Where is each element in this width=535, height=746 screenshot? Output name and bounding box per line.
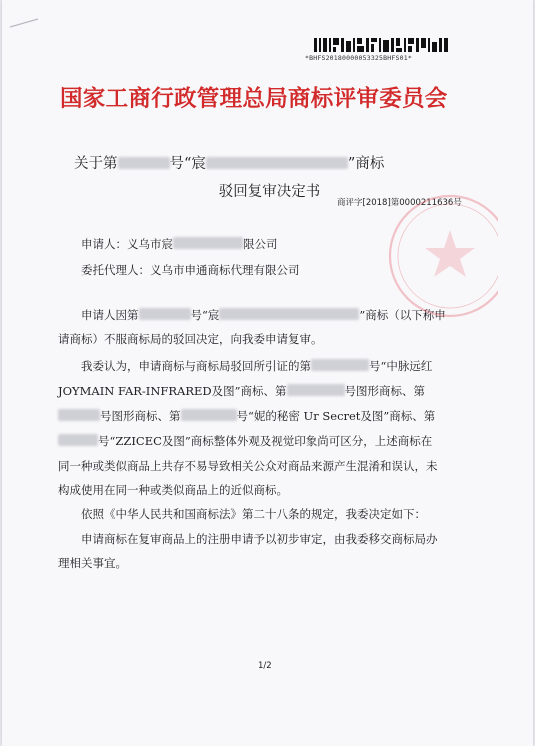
applicant-line <box>81 236 278 252</box>
redacted-registration-number <box>311 359 369 371</box>
agent-name: 义乌市申通商标代理有限公司 <box>150 263 300 277</box>
body-line <box>58 408 435 424</box>
title-prefix: 关于第 <box>74 156 118 172</box>
redacted-registration-number <box>139 308 191 320</box>
decision-title-line2: 驳回复审决定书 <box>218 184 321 200</box>
page-number: 1/2 <box>258 661 272 671</box>
body-line <box>81 307 446 323</box>
body-line <box>81 358 432 374</box>
body-line: 同一种或类似商品上共存不易导致相关公众对商品来源产生混淆和误认，未 <box>58 459 438 473</box>
document-number: 商评字[2018]第0000211636号 <box>337 198 462 208</box>
applicant-label: 申请人： <box>81 237 127 251</box>
body-text: 号“宸 <box>190 308 220 322</box>
body-line: 请商标）不服商标局的驳回决定，向我委申请复审。 <box>58 332 323 346</box>
barcode <box>314 38 448 52</box>
body-line: 依照《中华人民共和国商标法》第二十八条的规定，我委决定如下： <box>81 507 426 521</box>
title-mid: 号“宸 <box>169 156 206 172</box>
redacted-registration-number <box>58 409 100 421</box>
agent-line <box>81 262 300 278</box>
body-text: 申请人因第 <box>81 308 139 322</box>
redacted-registration-number <box>58 434 98 446</box>
body-text: 号“ZZICEC及图”商标整体外观及视觉印象尚可区分，上述商标在 <box>98 434 433 448</box>
redacted-trademark-name <box>219 308 359 320</box>
redacted-registration-number <box>287 384 345 396</box>
paper-fold-mark <box>10 18 40 28</box>
applicant-name-prefix: 义乌市宸 <box>127 237 173 251</box>
body-text: 号“妮的秘密 Ur Secret及图”商标、第 <box>236 409 436 423</box>
body-line: 申请商标在复审商品上的注册申请予以初步审定，由我委移交商标局办 <box>81 532 438 546</box>
body-text: JOYMAIN FAR-INFRARED及图”商标、第 <box>58 384 287 398</box>
body-text: 我委认为，申请商标与商标局驳回所引证的第 <box>81 359 311 373</box>
body-text: 号“中脉远红 <box>369 359 433 373</box>
decision-title-line1 <box>74 152 474 173</box>
body-line <box>58 383 425 399</box>
organization-title: 国家工商行政管理总局商标评审委员会 <box>60 86 448 112</box>
body-text: ”商标（以下称申 <box>359 308 446 322</box>
body-line <box>58 433 432 449</box>
body-text: 号图形商标、第 <box>344 384 425 398</box>
redacted-registration-number <box>118 157 170 169</box>
redacted-trademark-name <box>206 157 348 169</box>
agent-label: 委托代理人： <box>81 263 150 277</box>
document-page <box>2 0 533 746</box>
barcode-text: *BHFS20180000053325BHFS01* <box>305 54 412 62</box>
body-line: 构成使用在同一种或类似商品上的近似商标。 <box>58 483 288 497</box>
title-suffix: ”商标 <box>347 156 385 172</box>
body-line: 理相关事宜。 <box>58 556 127 570</box>
body-text: 号图形商标、第 <box>100 409 181 423</box>
redacted-registration-number <box>181 409 237 421</box>
applicant-name-suffix: 限公司 <box>243 237 278 251</box>
redacted-applicant-name <box>173 237 243 249</box>
